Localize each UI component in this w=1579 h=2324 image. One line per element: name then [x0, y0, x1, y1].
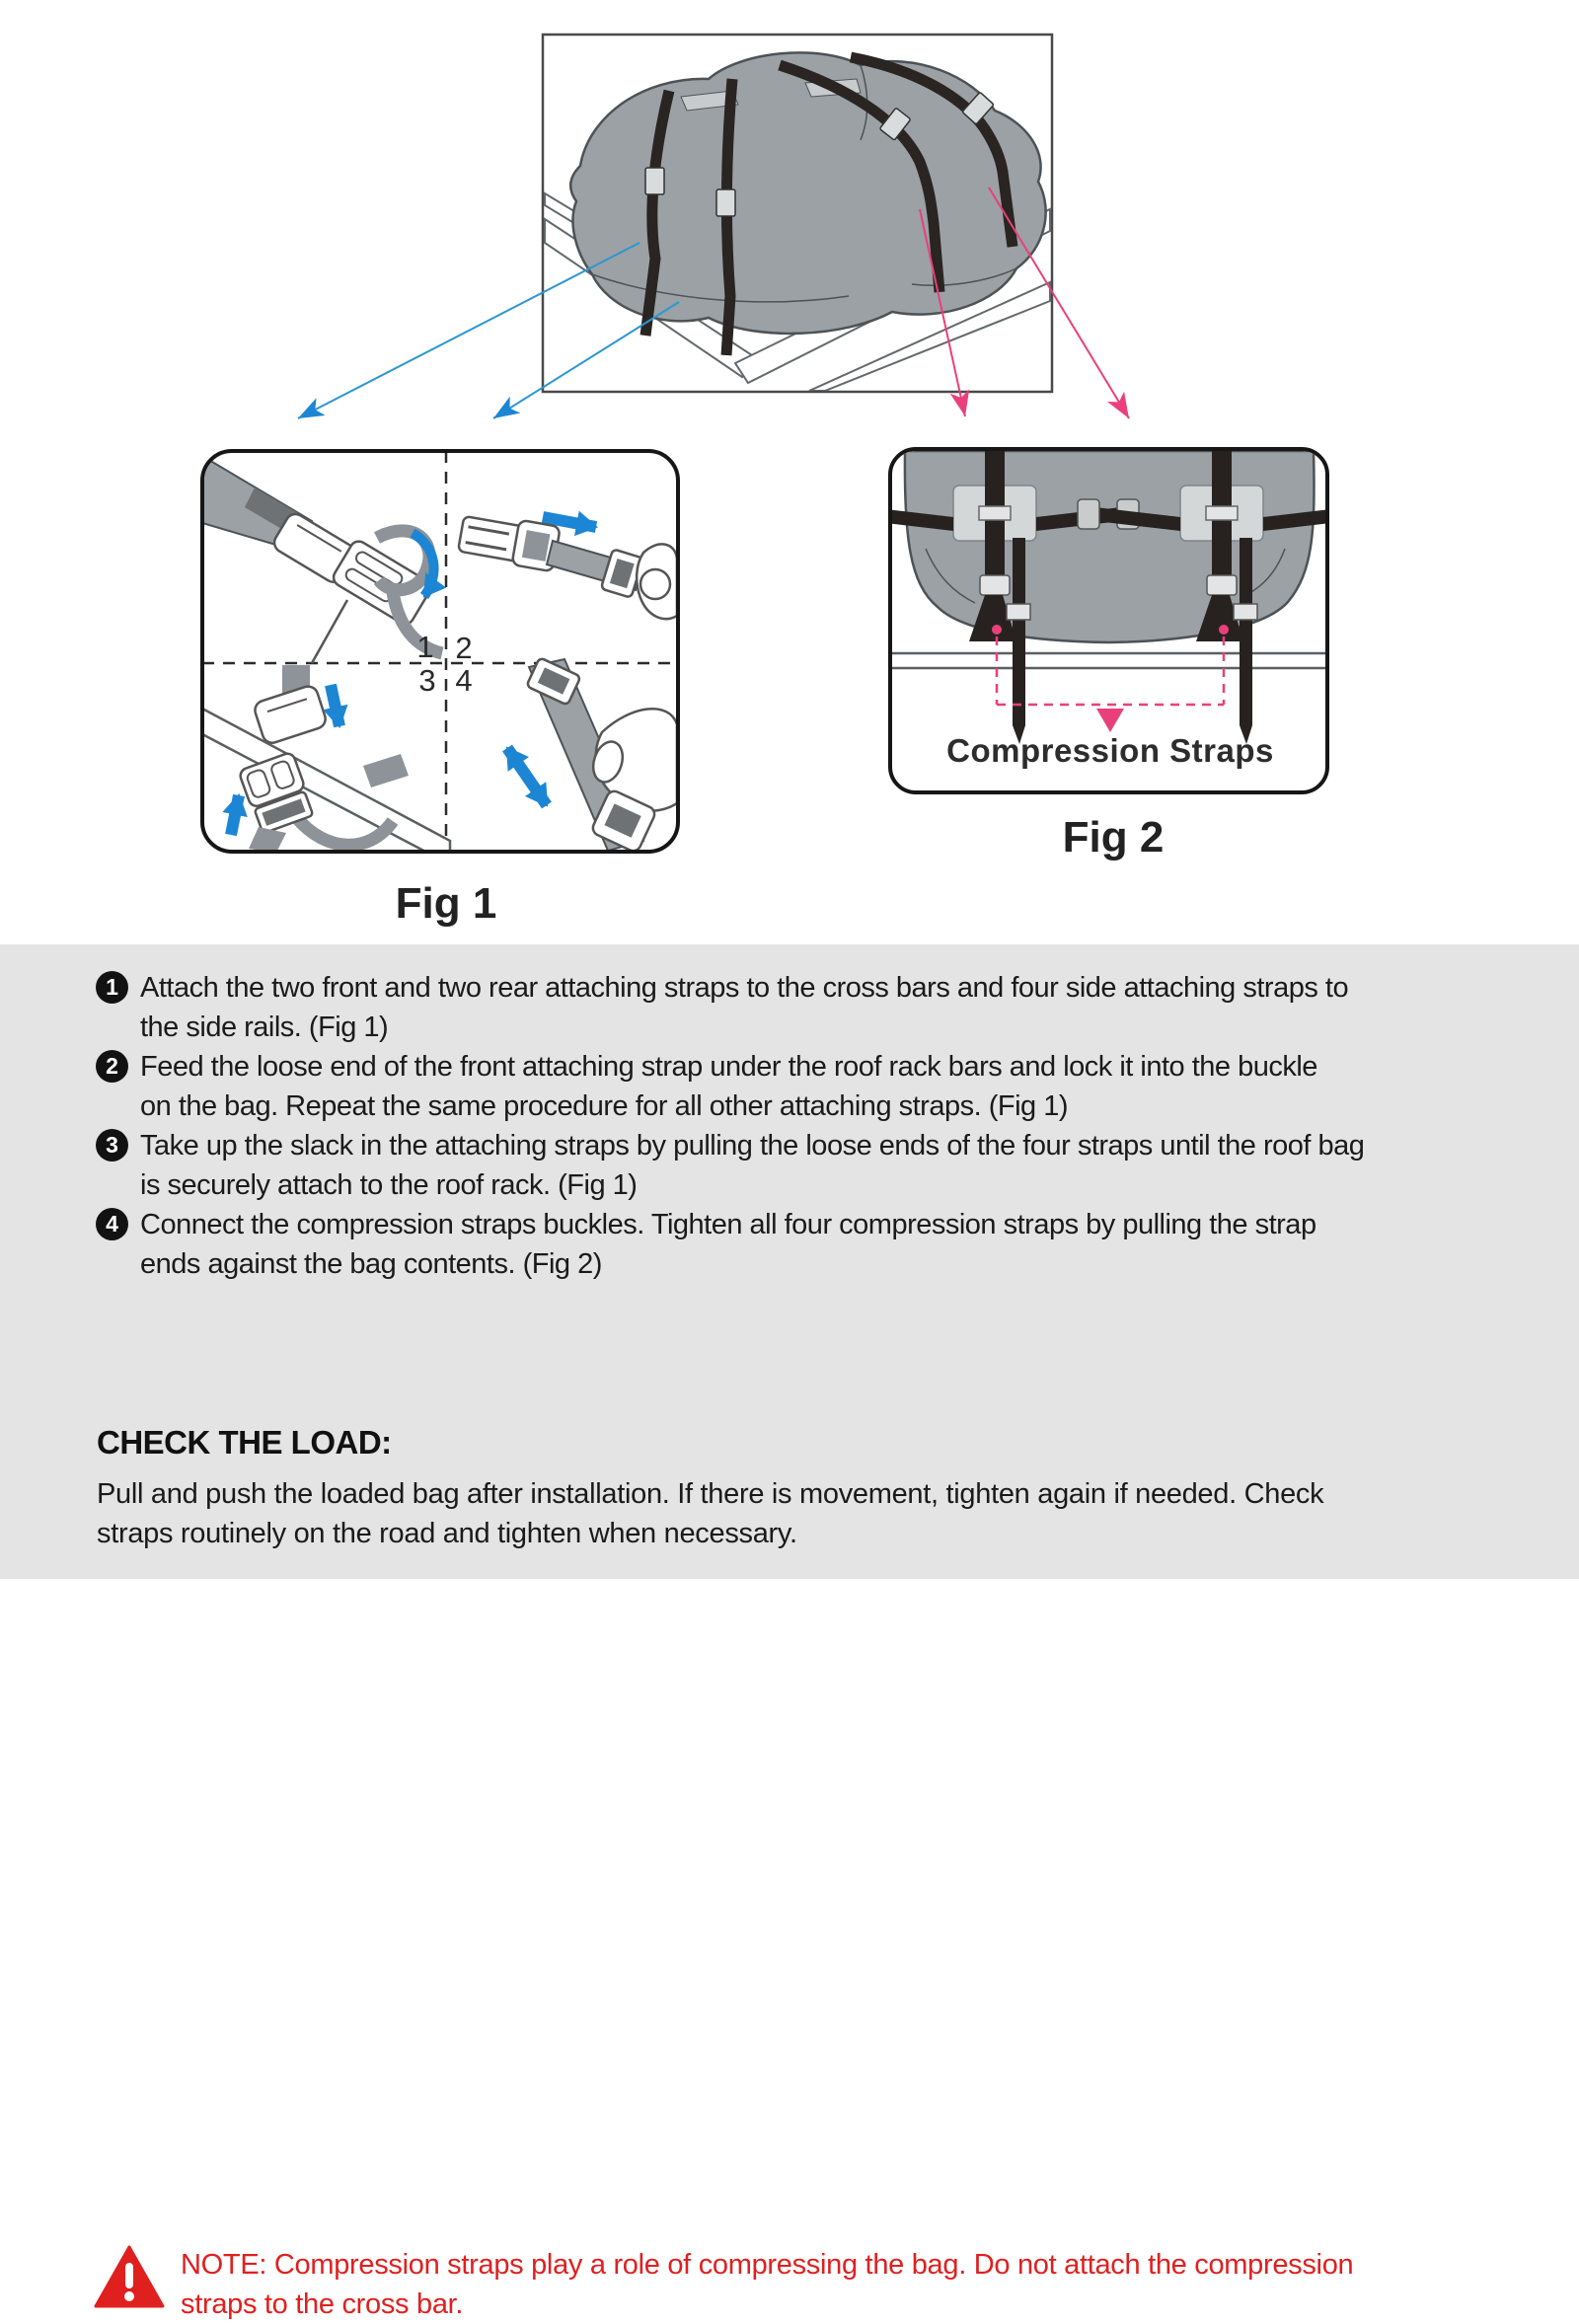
check-load-paragraph [97, 1474, 1323, 1553]
step-number-badge: 2 [96, 1050, 128, 1083]
roof-bag-overview-illustration [543, 35, 1052, 392]
step-text-line: ends against the bag contents. (Fig 2) [140, 1248, 602, 1280]
check-load-heading: CHECK THE LOAD: [97, 1424, 392, 1461]
warning-triangle-icon [94, 2245, 165, 2310]
note-block [94, 2245, 1353, 2324]
instruction-step-4 [96, 1205, 1316, 1284]
step-text-line: is securely attach to the roof rack. (Fig 1) [140, 1169, 638, 1201]
fig1-quadrant-number-1: 1 [416, 630, 434, 664]
step-text-line: Attach the two front and two rear attaching straps to the cross bars and four side attaching straps to [140, 972, 1349, 1004]
step-text-line: on the bag. Repeat the same procedure for all other attaching straps. (Fig 1) [140, 1090, 1068, 1122]
step-number-badge: 1 [96, 971, 128, 1004]
illustrations-artwork [0, 0, 1579, 944]
instructions-section [0, 944, 1579, 2320]
step-text-line: Connect the compression straps buckles. Tighten all four compression straps by pulling the strap [140, 1209, 1316, 1240]
step-text-line: the side rails. (Fig 1) [140, 1012, 389, 1043]
instruction-step-2 [96, 1047, 1317, 1126]
step-text-line: Take up the slack in the attaching straps by pulling the loose ends of the four straps until the roof bag [140, 1130, 1365, 1162]
step-text-line: Feed the loose end of the front attaching strap under the roof rack bars and lock it into the buckle [140, 1051, 1317, 1083]
note-text-line: straps to the cross bar. [181, 2288, 464, 2320]
fig2-label: Fig 2 [1062, 813, 1165, 862]
step-number-badge: 4 [96, 1208, 128, 1240]
instruction-step-3 [96, 1126, 1364, 1205]
fig1-quadrant-number-3: 3 [418, 663, 436, 698]
note-text-line: NOTE: Compression straps play a role of compressing the bag. Do not attach the compression [181, 2249, 1354, 2281]
step-number-badge: 3 [96, 1129, 128, 1162]
instruction-step-1 [96, 968, 1348, 1047]
fig1-quadrant-number-4: 4 [455, 663, 473, 698]
fig1-illustration [202, 451, 678, 864]
fig1-label: Fig 1 [395, 879, 497, 928]
compression-straps-caption: Compression Straps [946, 732, 1274, 769]
check-load-line: Pull and push the loaded bag after installation. If there is movement, tighten again if needed. Check [97, 1478, 1324, 1510]
check-load-line: straps routinely on the road and tighten when necessary. [97, 1518, 797, 1549]
fig1-quadrant-number-2: 2 [455, 631, 473, 665]
